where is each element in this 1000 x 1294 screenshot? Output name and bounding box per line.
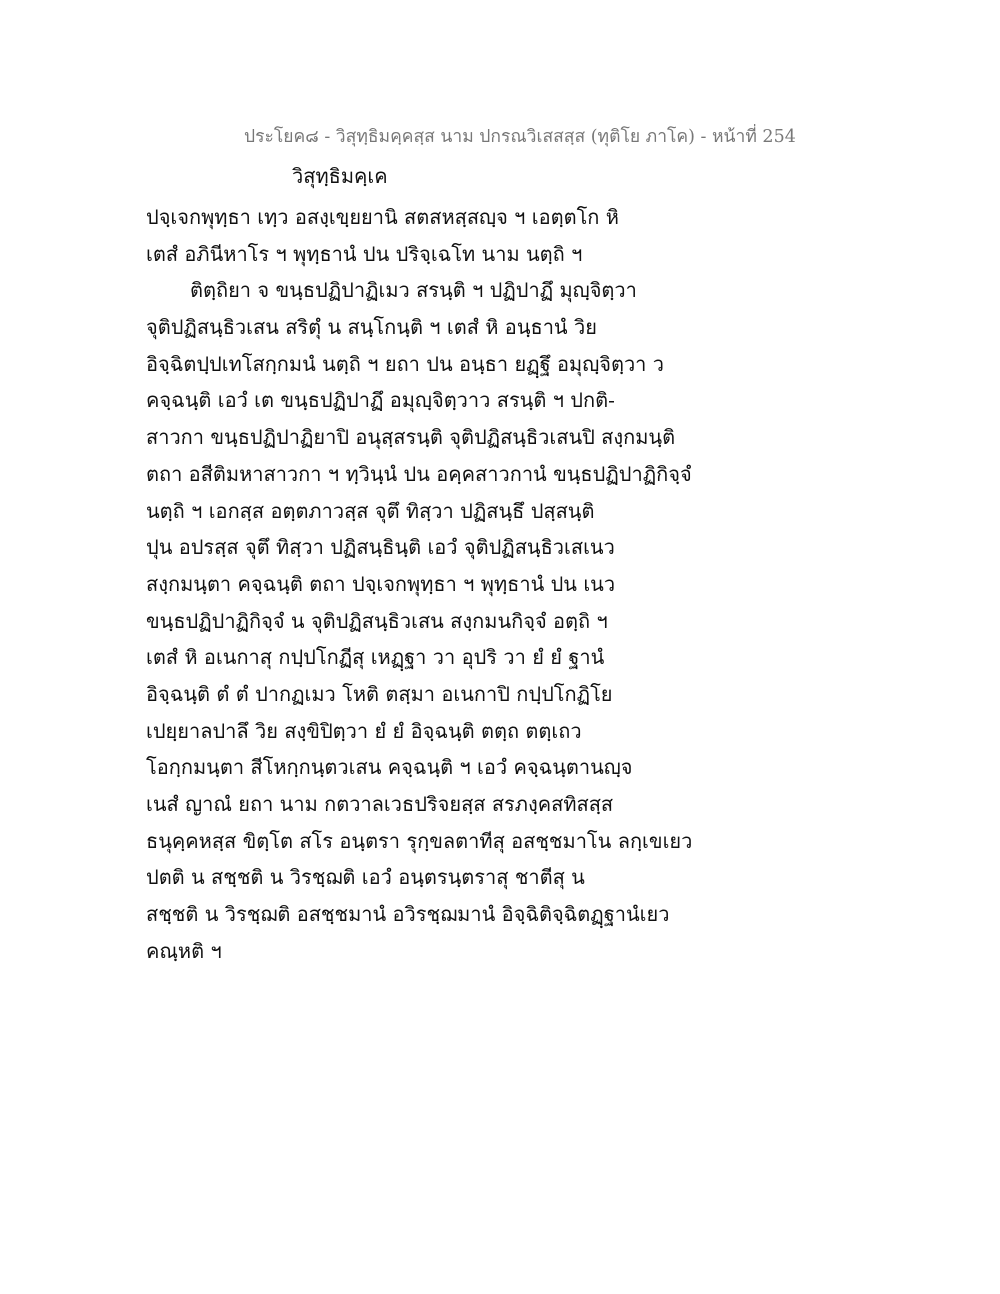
text-line: สาวกา ขนฺธปฏิปาฏิยาปิ อนุสฺสรนฺติ จุติปฏิสนฺธิวเสนปิ สงฺกมนฺติ (146, 425, 676, 450)
running-header: ประโยค๘ - วิสุทฺธิมคฺคสฺส นาม ปกรณวิเสสสฺส (ทุติโย ภาโค) - หน้าที่ 254 (244, 127, 796, 147)
text-line: ธนุคฺคหสฺส ขิตฺโต สโร อนฺตรา รุกฺขลตาทีสุ อสชฺชมาโน ลกฺเขเยว (146, 828, 693, 853)
paragraph-start-line: ติตฺถิยา จ ขนฺธปฏิปาฏิเมว สรนฺติ ฯ ปฏิปาฏึ มุญฺจิตฺวา (190, 278, 637, 303)
text-line: สงฺกมนฺตา คจฺฉนฺติ ตถา ปจฺเจกพุทฺธา ฯ พุทฺธานํ ปน เนว (146, 571, 616, 596)
body-text (146, 199, 706, 969)
text-line: อิจฺฉิตปฺปเทโสกฺกมนํ นตฺถิ ฯ ยถา ปน อนฺธา ยฏฺฐึ อมุญฺจิตฺวา ว (146, 351, 664, 376)
text-line: เตสํ อภินีหาโร ฯ พุทฺธานํ ปน ปริจฺเฉโท นาม นตฺถิ ฯ (146, 241, 583, 266)
section-title: วิสุทฺธิมคฺเค (292, 164, 388, 188)
text-line: จุติปฏิสนฺธิวเสน สริตุํ น สนฺโกนฺติ ฯ เตสํ หิ อนฺธานํ วิย (146, 315, 597, 340)
text-line: คจฺฉนฺติ เอวํ เต ขนฺธปฏิปาฏึ อมุญฺจิตฺวาว สรนฺติ ฯ ปกติ- (146, 388, 615, 413)
text-line: เปยฺยาลปาลึ วิย สงฺขิปิตฺวา ยํ ยํ อิจฺฉนฺติ ตตฺถ ตตฺเถว (146, 718, 582, 743)
text-line: นตฺถิ ฯ เอกสฺส อตฺตภาวสฺส จุตึ ทิสฺวา ปฏิสนฺธึ ปสฺสนฺติ (146, 498, 595, 523)
text-line: ปตติ น สชฺชติ น วิรชฺฌติ เอวํ อนฺตรนฺตราสุ ชาตีสุ น (146, 865, 585, 890)
text-line: ตถา อสีติมหาสาวกา ฯ ทฺวินฺนํ ปน อคฺคสาวกานํ ขนฺธปฏิปาฏิกิจฺจํ (146, 461, 692, 486)
text-line: ขนฺธปฏิปาฏิกิจฺจํ น จุติปฏิสนฺธิวเสน สงฺกมนกิจฺจํ อตฺถิ ฯ (146, 608, 608, 633)
text-line: อิจฺฉนฺติ ตํ ตํ ปากฏเมว โหติ ตสฺมา อเนกาปิ กปฺปโกฏิโย (146, 681, 613, 706)
text-line: เนสํ ญาณํ ยถา นาม กตวาลเวธปริจยสฺส สรภงฺคสทิสสฺส (146, 792, 614, 816)
text-line: สชฺชติ น วิรชฺฌติ อสชฺชมานํ อวิรชฺฌมานํ อิจฺฉิติจฺฉิตฏฺฐานํเยว (146, 902, 670, 927)
text-line: คณฺหติ ฯ (146, 938, 222, 963)
text-line: โอกฺกมนฺตา สีโหกฺกนฺตวเสน คจฺฉนฺติ ฯ เอวํ คจฺฉนฺตานญฺจ (146, 755, 633, 780)
text-line: เตสํ หิ อเนกาสุ กปฺปโกฏีสุ เหฏฺฐา วา อุปริ วา ยํ ยํ ฐานํ (146, 645, 605, 670)
text-line: ปุน อปรสฺส จุตึ ทิสฺวา ปฏิสนฺธินฺติ เอวํ จุติปฏิสนฺธิวเสเนว (146, 535, 615, 560)
text-line: ปจฺเจกพุทฺธา เทฺว อสงฺเขฺยยานิ สตสหสฺสญฺจ ฯ เอตฺตโก หิ (146, 205, 619, 229)
